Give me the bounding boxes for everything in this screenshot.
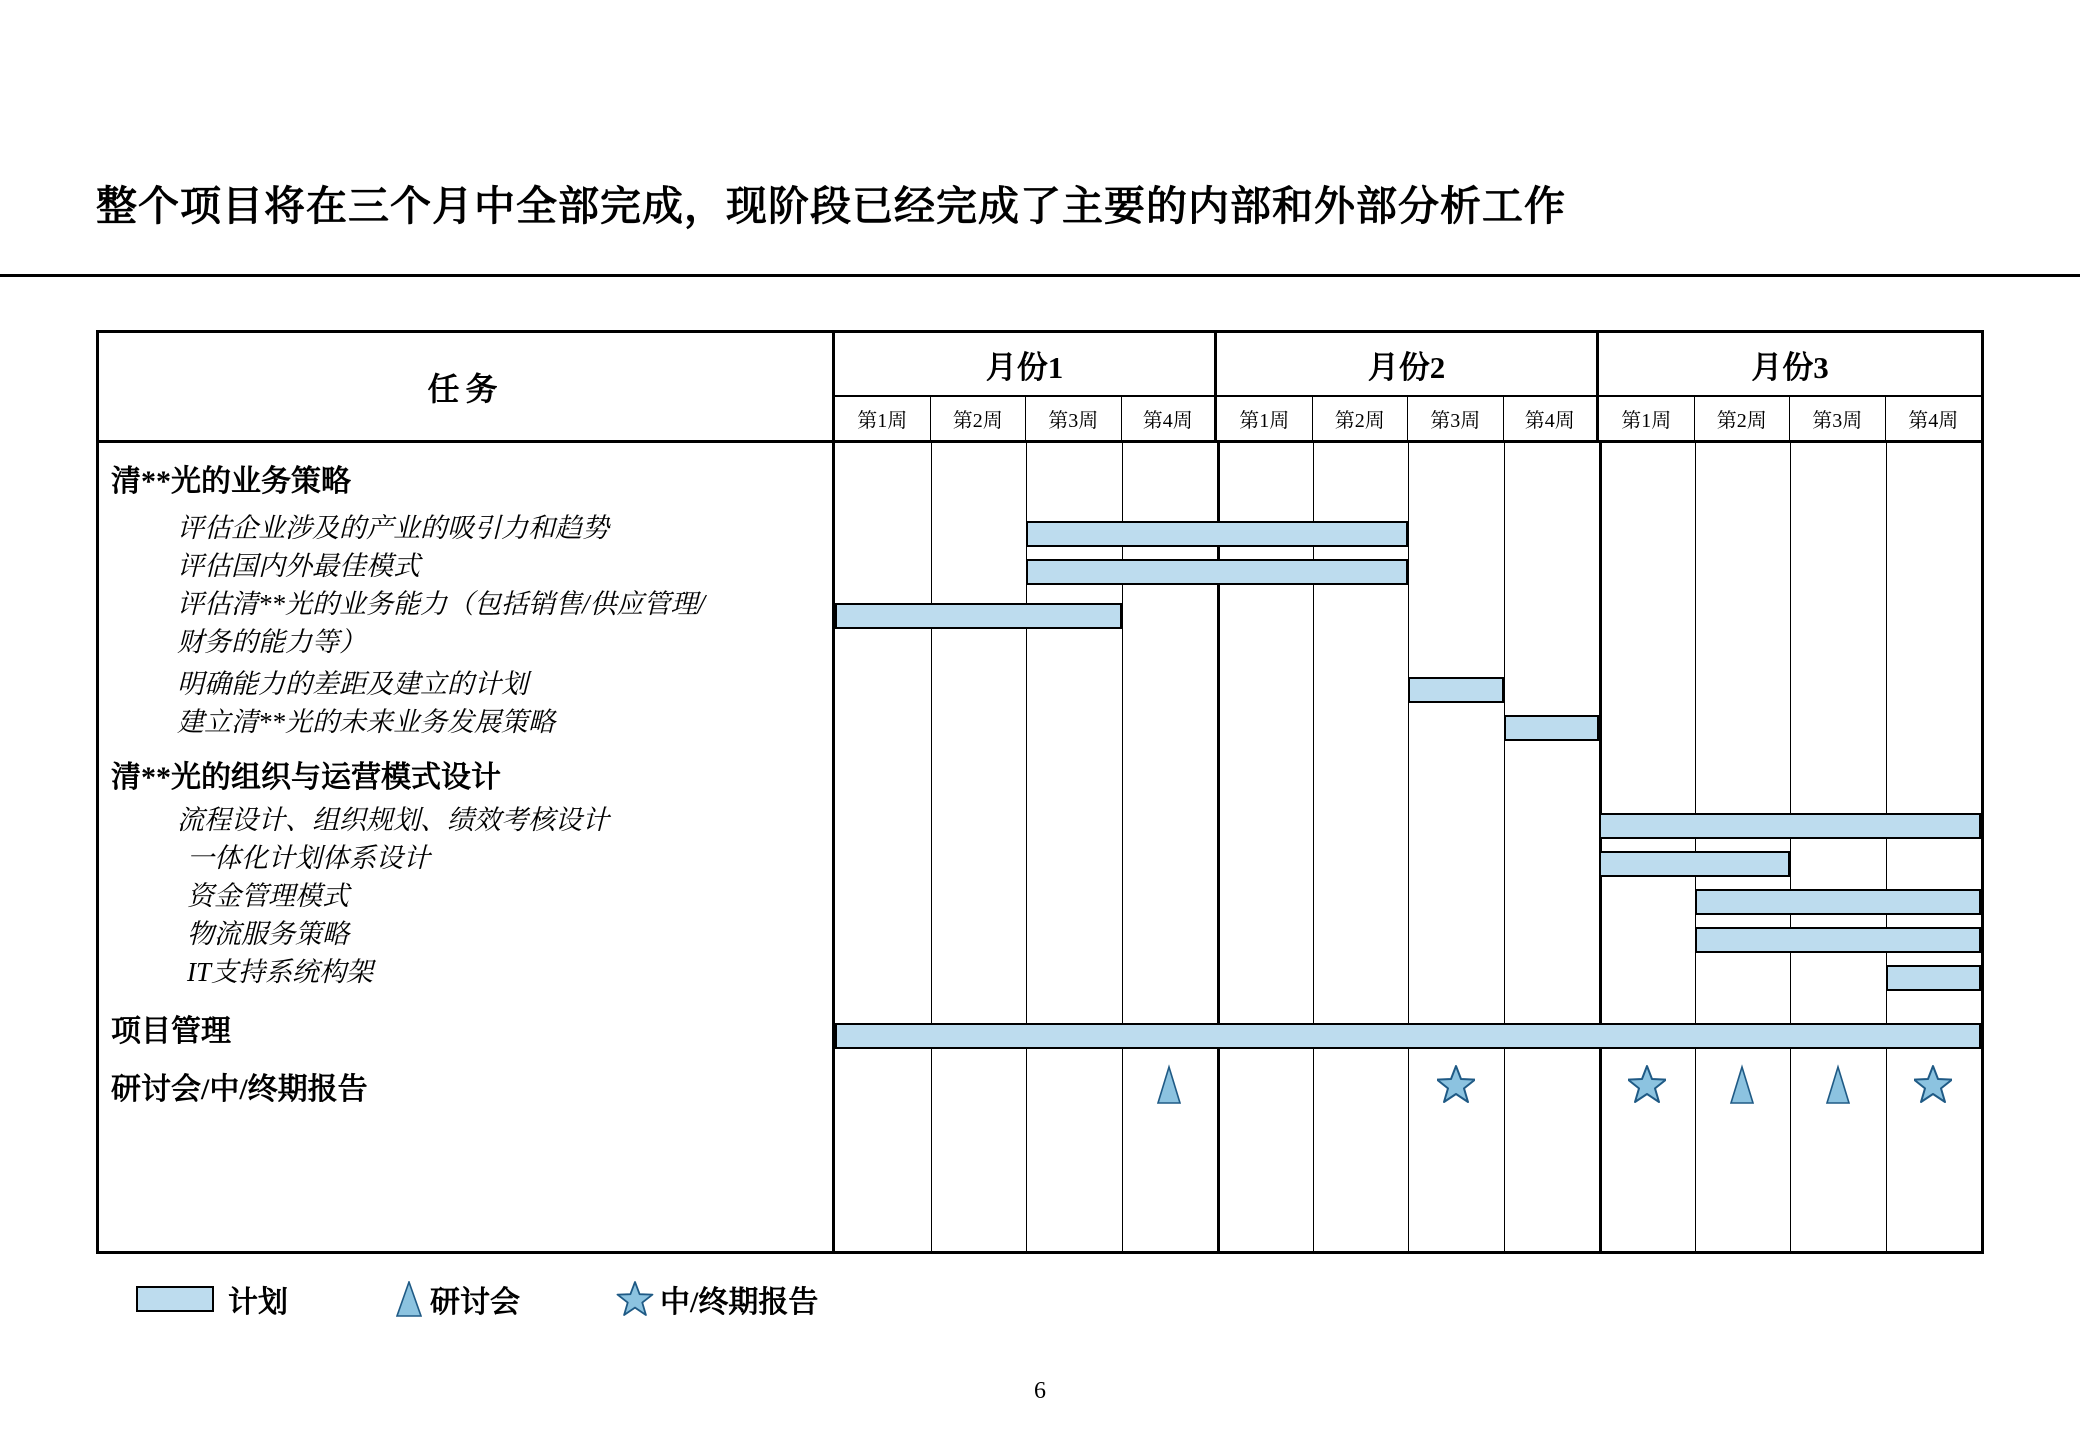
task-label-7: 清**光的组织与运营模式设计 [111, 761, 501, 794]
week-header-m1-w2: 第2周 [931, 397, 1027, 443]
gantt-chart [96, 330, 1984, 1254]
report-star-icon [616, 1280, 654, 1318]
title-divider [0, 274, 2080, 277]
grid-line-10 [1790, 443, 1791, 1251]
seminar-marker-4[interactable] [1819, 1063, 1853, 1103]
task-label-9: 一体化计划体系设计 [187, 843, 430, 873]
gantt-bar-4[interactable] [1504, 715, 1600, 741]
task-label-8: 流程设计、组织规划、绩效考核设计 [177, 805, 609, 835]
task-label-11: 物流服务策略 [187, 919, 349, 949]
week-header-m2-w1: 第1周 [1217, 397, 1313, 443]
week-header-m3-w2: 第2周 [1695, 397, 1791, 443]
page-number: 6 [1034, 1378, 1046, 1404]
task-label-1: 评估企业涉及的产业的吸引力和趋势 [177, 513, 609, 543]
report-marker-2[interactable] [1628, 1063, 1662, 1103]
gantt-bar-5[interactable] [1599, 813, 1981, 839]
week-header-m2-w3: 第3周 [1408, 397, 1504, 443]
task-label-4: 财务的能力等） [177, 627, 366, 657]
week-header-m2-w2: 第2周 [1313, 397, 1409, 443]
gantt-bar-0[interactable] [1026, 521, 1408, 547]
gantt-bar-7[interactable] [1695, 889, 1982, 915]
week-header-m3-w3: 第3周 [1790, 397, 1886, 443]
week-header-m1-w1: 第1周 [835, 397, 931, 443]
gantt-body [99, 443, 1981, 1251]
week-header-m2-w4: 第4周 [1504, 397, 1600, 443]
month-header-3: 月份3 [1599, 333, 1981, 397]
report-marker-5[interactable] [1914, 1063, 1948, 1103]
gantt-bar-2[interactable] [835, 603, 1122, 629]
grid-line-8 [1599, 443, 1602, 1251]
week-header-m1-w4: 第4周 [1122, 397, 1218, 443]
plan-bar-icon [136, 1286, 214, 1312]
week-header-m3-w1: 第1周 [1599, 397, 1695, 443]
legend [96, 1272, 996, 1326]
task-label-12: IT支持系统构架 [187, 957, 374, 987]
page-title: 整个项目将在三个月中全部完成，现阶段已经完成了主要的内部和外部分析工作 [96, 183, 1566, 229]
task-label-6: 建立清**光的未来业务发展策略 [177, 707, 555, 737]
legend-label-plan: 计划 [228, 1286, 288, 1319]
seminar-triangle-icon [396, 1281, 422, 1317]
legend-label-seminar: 研讨会 [430, 1286, 520, 1319]
legend-label-report: 中/终期报告 [660, 1286, 819, 1319]
week-header-m3-w4: 第4周 [1886, 397, 1982, 443]
task-name-column [99, 443, 835, 1251]
week-header-m1-w3: 第3周 [1026, 397, 1122, 443]
timeline-grid [835, 443, 1981, 1251]
report-marker-1[interactable] [1437, 1063, 1471, 1103]
grid-line-1 [931, 443, 932, 1251]
task-label-10: 资金管理模式 [187, 881, 349, 911]
task-label-0: 清**光的业务策略 [111, 465, 351, 498]
gantt-bar-6[interactable] [1599, 851, 1790, 877]
task-column-header: 任务 [99, 333, 835, 443]
legend-item-report [616, 1272, 818, 1326]
legend-item-plan [136, 1272, 288, 1326]
grid-line-7 [1504, 443, 1505, 1251]
gantt-bar-8[interactable] [1695, 927, 1982, 953]
task-label-3: 评估清**光的业务能力（包括销售/供应管理/ [177, 589, 706, 619]
gantt-header [99, 333, 1981, 443]
month-header-2: 月份2 [1217, 333, 1599, 397]
gantt-bar-10[interactable] [835, 1023, 1981, 1049]
month-header-1: 月份1 [835, 333, 1217, 397]
seminar-marker-3[interactable] [1723, 1063, 1757, 1103]
task-label-5: 明确能力的差距及建立的计划 [177, 669, 528, 699]
grid-line-11 [1886, 443, 1887, 1251]
legend-item-seminar [396, 1272, 520, 1326]
task-label-2: 评估国内外最佳模式 [177, 551, 420, 581]
grid-line-6 [1408, 443, 1409, 1251]
seminar-marker-0[interactable] [1150, 1063, 1184, 1103]
task-label-13: 项目管理 [111, 1015, 231, 1048]
gantt-bar-3[interactable] [1408, 677, 1504, 703]
grid-line-9 [1695, 443, 1696, 1251]
gantt-bar-9[interactable] [1886, 965, 1982, 991]
gantt-bar-1[interactable] [1026, 559, 1408, 585]
task-label-14: 研讨会/中/终期报告 [111, 1073, 368, 1106]
